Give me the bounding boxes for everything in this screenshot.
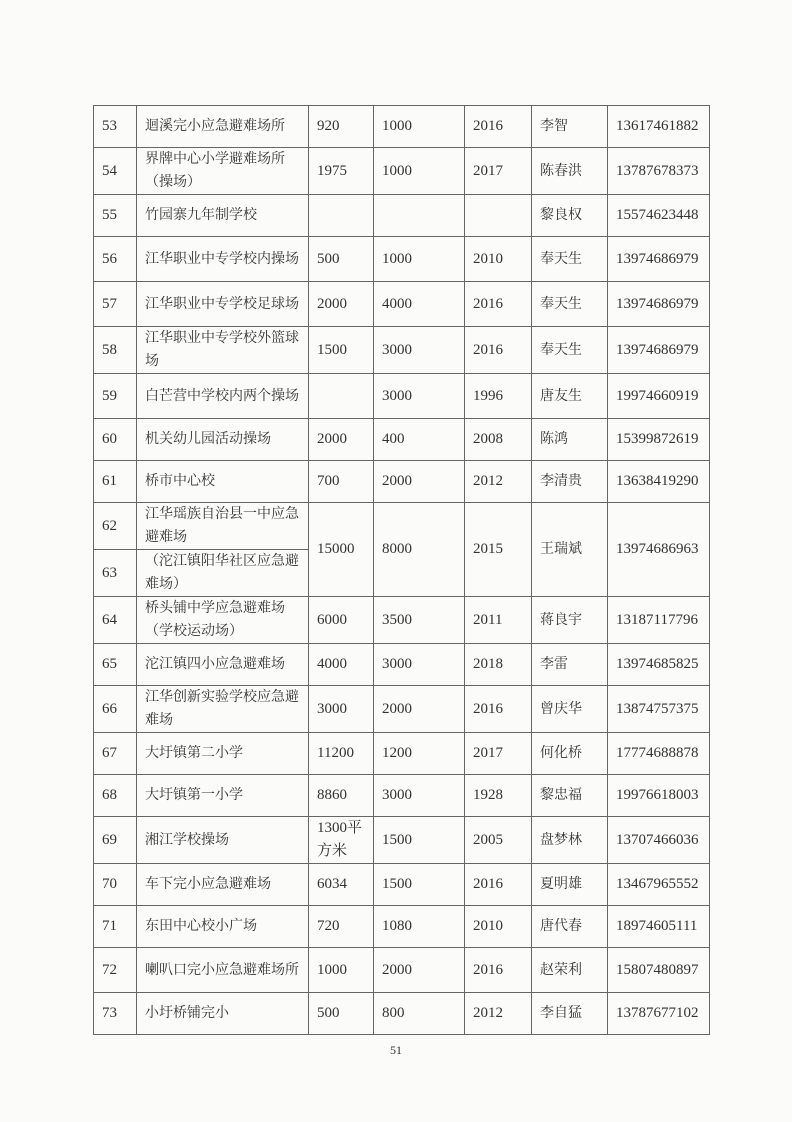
phone: 18974605111 [608, 906, 710, 948]
site-name: 桥市中心校 [137, 461, 309, 503]
table-row [94, 195, 710, 237]
year: 2016 [465, 686, 532, 733]
year: 1996 [465, 374, 532, 419]
site-name: 东田中心校小广场 [137, 906, 309, 948]
area: 920 [309, 106, 374, 148]
phone: 19976618003 [608, 775, 710, 817]
capacity: 2000 [374, 948, 465, 993]
phone: 15399872619 [608, 419, 710, 461]
year: 2005 [465, 817, 532, 864]
row-number: 54 [94, 148, 137, 195]
site-name: 迴溪完小应急避难场所 [137, 106, 309, 148]
row-number: 61 [94, 461, 137, 503]
year: 2018 [465, 644, 532, 686]
site-name: 界牌中心小学避难场所（操场） [137, 148, 309, 195]
row-number: 67 [94, 733, 137, 775]
phone: 13974686979 [608, 237, 710, 282]
year: 2011 [465, 597, 532, 644]
table-row [94, 237, 710, 282]
site-name: 喇叭口完小应急避难场所 [137, 948, 309, 993]
capacity: 2000 [374, 461, 465, 503]
capacity: 3000 [374, 374, 465, 419]
area: 4000 [309, 644, 374, 686]
row-number: 58 [94, 327, 137, 374]
area: 1500 [309, 327, 374, 374]
site-name: 湘江学校操场 [137, 817, 309, 864]
capacity: 8000 [374, 503, 465, 597]
contact-person: 李雷 [532, 644, 608, 686]
capacity: 1200 [374, 733, 465, 775]
contact-person: 李智 [532, 106, 608, 148]
row-number: 55 [94, 195, 137, 237]
site-name: 白芒营中学校内两个操场 [137, 374, 309, 419]
contact-person: 陈鸿 [532, 419, 608, 461]
phone: 13787678373 [608, 148, 710, 195]
table-row [94, 374, 710, 419]
phone: 19974660919 [608, 374, 710, 419]
table-row [94, 419, 710, 461]
table-row [94, 864, 710, 906]
year: 2017 [465, 148, 532, 195]
capacity: 1000 [374, 106, 465, 148]
area: 500 [309, 993, 374, 1035]
phone: 13787677102 [608, 993, 710, 1035]
phone: 13617461882 [608, 106, 710, 148]
site-name: 竹园寨九年制学校 [137, 195, 309, 237]
year: 2010 [465, 237, 532, 282]
year: 2016 [465, 327, 532, 374]
table-row [94, 503, 710, 550]
capacity: 1500 [374, 817, 465, 864]
year: 2016 [465, 948, 532, 993]
table-row [94, 148, 710, 195]
row-number: 56 [94, 237, 137, 282]
area: 15000 [309, 503, 374, 597]
row-number: 57 [94, 282, 137, 327]
table-row [94, 644, 710, 686]
site-name: 车下完小应急避难场 [137, 864, 309, 906]
year: 2012 [465, 993, 532, 1035]
capacity: 2000 [374, 686, 465, 733]
capacity: 1500 [374, 864, 465, 906]
site-name: 桥头铺中学应急避难场（学校运动场） [137, 597, 309, 644]
site-name: 小圩桥铺完小 [137, 993, 309, 1035]
capacity [374, 195, 465, 237]
area: 3000 [309, 686, 374, 733]
row-number: 69 [94, 817, 137, 864]
area: 1000 [309, 948, 374, 993]
capacity: 400 [374, 419, 465, 461]
phone: 13707466036 [608, 817, 710, 864]
table-row [94, 993, 710, 1035]
year: 2012 [465, 461, 532, 503]
contact-person: 何化桥 [532, 733, 608, 775]
capacity: 3000 [374, 644, 465, 686]
contact-person: 唐友生 [532, 374, 608, 419]
contact-person: 奉天生 [532, 282, 608, 327]
contact-person: 李清贵 [532, 461, 608, 503]
row-number: 73 [94, 993, 137, 1035]
site-name: 大圩镇第一小学 [137, 775, 309, 817]
capacity: 3500 [374, 597, 465, 644]
contact-person: 赵荣利 [532, 948, 608, 993]
table-row [94, 817, 710, 864]
row-number: 72 [94, 948, 137, 993]
row-number: 59 [94, 374, 137, 419]
year: 2010 [465, 906, 532, 948]
capacity: 3000 [374, 327, 465, 374]
area: 11200 [309, 733, 374, 775]
area: 720 [309, 906, 374, 948]
capacity: 3000 [374, 775, 465, 817]
contact-person: 盘梦林 [532, 817, 608, 864]
row-number: 62 [94, 503, 137, 550]
row-number: 53 [94, 106, 137, 148]
row-number: 64 [94, 597, 137, 644]
row-number: 66 [94, 686, 137, 733]
table-row [94, 906, 710, 948]
site-name: 江华创新实验学校应急避难场 [137, 686, 309, 733]
site-name: 江华职业中专学校外篮球场 [137, 327, 309, 374]
area [309, 195, 374, 237]
contact-person: 唐代春 [532, 906, 608, 948]
row-number: 71 [94, 906, 137, 948]
row-number: 63 [94, 550, 137, 597]
site-name: 江华职业中专学校足球场 [137, 282, 309, 327]
contact-person: 奉天生 [532, 237, 608, 282]
capacity: 1000 [374, 148, 465, 195]
phone: 13974685825 [608, 644, 710, 686]
site-name: 大圩镇第二小学 [137, 733, 309, 775]
year: 2016 [465, 864, 532, 906]
contact-person: 夏明雄 [532, 864, 608, 906]
contact-person: 王瑞斌 [532, 503, 608, 597]
contact-person: 黎良权 [532, 195, 608, 237]
area: 6034 [309, 864, 374, 906]
area: 1975 [309, 148, 374, 195]
table-row [94, 106, 710, 148]
area: 700 [309, 461, 374, 503]
phone: 17774688878 [608, 733, 710, 775]
area: 500 [309, 237, 374, 282]
year: 2016 [465, 282, 532, 327]
year: 2016 [465, 106, 532, 148]
table-row [94, 686, 710, 733]
contact-person: 蒋良宇 [532, 597, 608, 644]
area: 1300平方米 [309, 817, 374, 864]
row-number: 65 [94, 644, 137, 686]
table-row [94, 461, 710, 503]
year: 1928 [465, 775, 532, 817]
contact-person: 黎忠福 [532, 775, 608, 817]
contact-person: 奉天生 [532, 327, 608, 374]
table-row [94, 733, 710, 775]
area: 8860 [309, 775, 374, 817]
capacity: 1000 [374, 237, 465, 282]
table-row [94, 327, 710, 374]
phone: 15574623448 [608, 195, 710, 237]
year: 2008 [465, 419, 532, 461]
site-name: （沱江镇阳华社区应急避难场） [137, 550, 309, 597]
year: 2017 [465, 733, 532, 775]
phone: 13874757375 [608, 686, 710, 733]
phone: 13974686979 [608, 327, 710, 374]
capacity: 4000 [374, 282, 465, 327]
row-number: 68 [94, 775, 137, 817]
phone: 15807480897 [608, 948, 710, 993]
site-name: 机关幼儿园活动操场 [137, 419, 309, 461]
contact-person: 曾庆华 [532, 686, 608, 733]
shelter-table [93, 105, 710, 1035]
contact-person: 陈春洪 [532, 148, 608, 195]
year: 2015 [465, 503, 532, 597]
table-row [94, 597, 710, 644]
phone: 13974686963 [608, 503, 710, 597]
phone: 13638419290 [608, 461, 710, 503]
site-name: 沱江镇四小应急避难场 [137, 644, 309, 686]
phone: 13467965552 [608, 864, 710, 906]
area [309, 374, 374, 419]
capacity: 800 [374, 993, 465, 1035]
site-name: 江华职业中专学校内操场 [137, 237, 309, 282]
year [465, 195, 532, 237]
capacity: 1080 [374, 906, 465, 948]
table-row [94, 948, 710, 993]
phone: 13974686979 [608, 282, 710, 327]
table-row [94, 282, 710, 327]
area: 6000 [309, 597, 374, 644]
contact-person: 李自猛 [532, 993, 608, 1035]
row-number: 70 [94, 864, 137, 906]
site-name: 江华瑶族自治县一中应急避难场 [137, 503, 309, 550]
phone: 13187117796 [608, 597, 710, 644]
area: 2000 [309, 419, 374, 461]
area: 2000 [309, 282, 374, 327]
row-number: 60 [94, 419, 137, 461]
table-row [94, 775, 710, 817]
page-number: 51 [390, 1043, 402, 1057]
